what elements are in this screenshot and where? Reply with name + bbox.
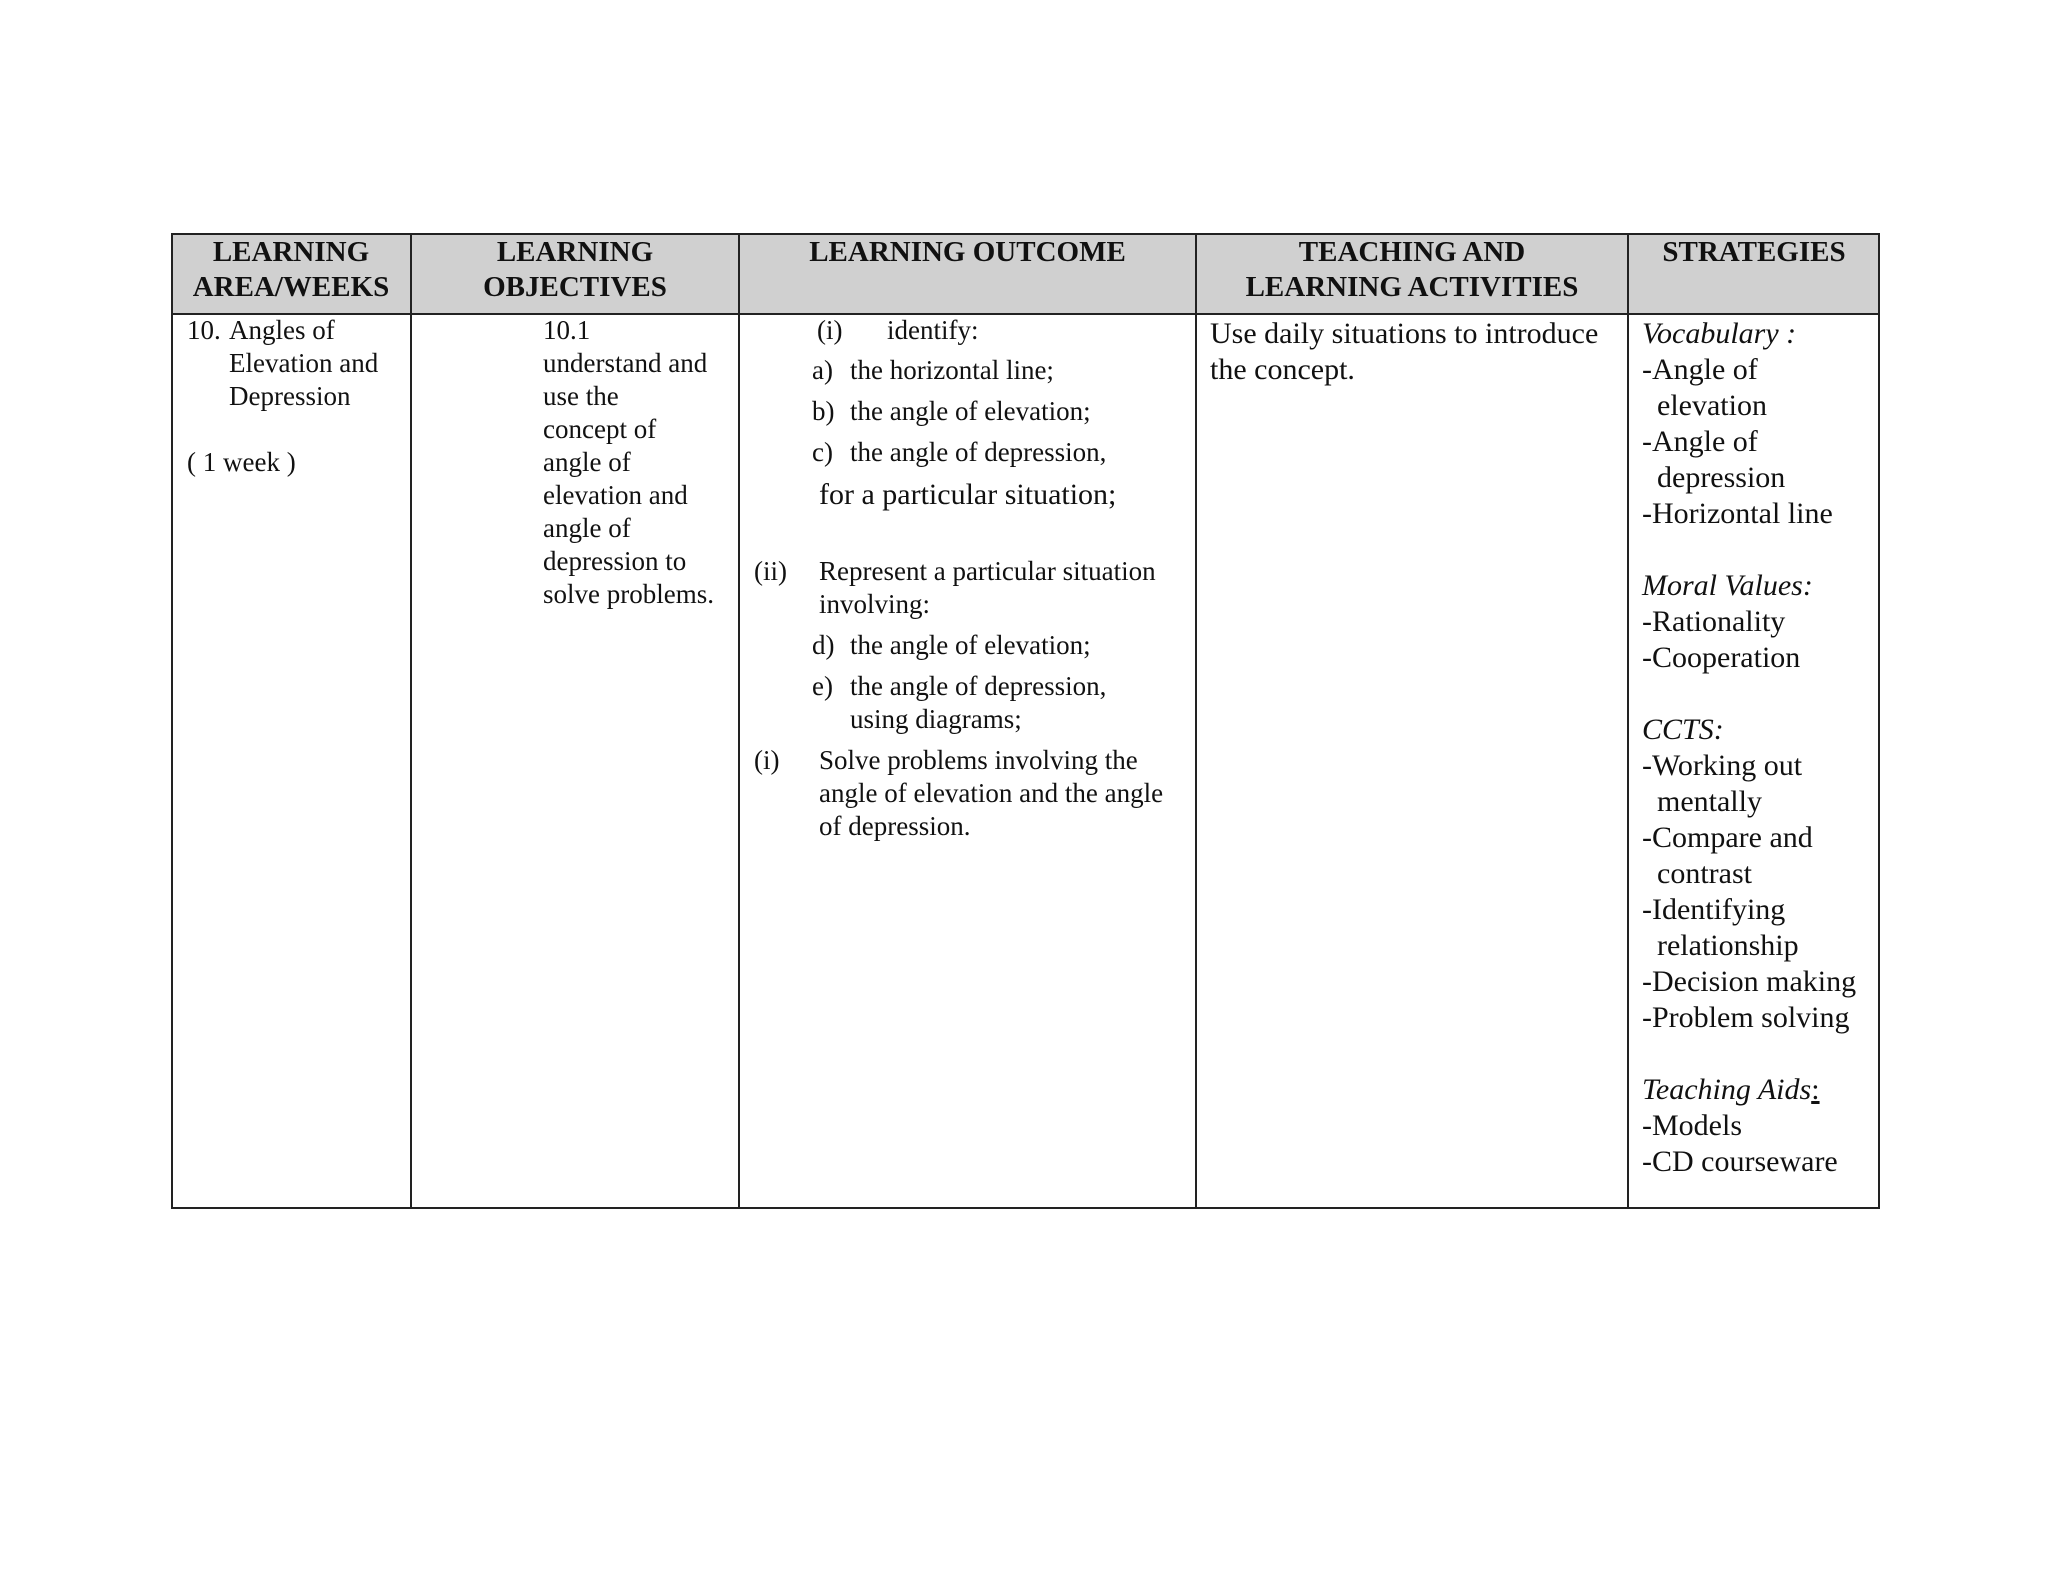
area-line: Elevation and	[229, 348, 379, 378]
strategy-item: -Angle of	[1642, 425, 1758, 458]
table-border-right	[1878, 233, 1880, 1209]
area-line: Depression	[229, 381, 351, 411]
header-strategies	[1628, 233, 1880, 314]
objective-line: use the	[543, 381, 619, 411]
teaching-aids-heading-text: Teaching Aids	[1642, 1073, 1812, 1106]
outcome-list-marker: d)	[812, 630, 835, 660]
moral-values-heading: Moral Values:	[1642, 569, 1813, 602]
header-text: STRATEGIES	[1662, 236, 1846, 268]
header-learning-outcome	[739, 233, 1196, 314]
scheme-of-work-table	[171, 233, 1880, 1209]
objective-line: solve problems.	[543, 579, 714, 609]
header-text: AREA/WEEKS	[192, 271, 390, 303]
outcome-text: involving:	[819, 589, 931, 619]
outcome-marker: (i)	[817, 315, 843, 345]
table-border-bottom	[171, 1207, 1880, 1209]
strategy-item: -Identifying	[1642, 893, 1786, 926]
outcome-marker: (ii)	[754, 556, 787, 586]
outcome-text: Represent a particular situation	[819, 556, 1156, 586]
objective-number: 10.1	[543, 315, 591, 345]
vocabulary-heading: Vocabulary :	[1642, 317, 1797, 350]
teaching-aids-heading	[1642, 1072, 1820, 1108]
strategy-item: elevation	[1657, 389, 1767, 422]
area-number: 10.	[187, 315, 221, 345]
table-border-left	[171, 233, 173, 1209]
objective-line: depression to	[543, 546, 687, 576]
outcome-marker: (i)	[754, 745, 780, 775]
column-divider	[1195, 233, 1197, 1209]
activity-line: Use daily situations to introduce	[1210, 317, 1599, 350]
strategy-item: depression	[1657, 461, 1786, 494]
header-text: TEACHING AND	[1298, 236, 1526, 268]
outcome-text: angle of elevation and the angle	[819, 778, 1164, 808]
column-divider	[410, 233, 412, 1209]
header-text: LEARNING ACTIVITIES	[1245, 271, 1579, 303]
outcome-list-text: the angle of depression,	[850, 437, 1107, 467]
teaching-aids-colon: :	[1811, 1073, 1820, 1106]
objective-line: angle of	[543, 513, 631, 543]
area-line: Angles of	[229, 315, 335, 345]
strategy-item: -Angle of	[1642, 353, 1758, 386]
outcome-list-text: using diagrams;	[850, 704, 1022, 734]
outcome-list-text: the horizontal line;	[850, 355, 1054, 385]
area-duration: ( 1 week )	[187, 447, 296, 477]
outcome-list-text: the angle of elevation;	[850, 630, 1091, 660]
strategy-item: -Compare and	[1642, 821, 1813, 854]
outcome-list-marker: b)	[812, 396, 835, 426]
header-divider	[171, 313, 1880, 315]
outcome-situation: for a particular situation;	[819, 478, 1117, 511]
strategy-item: -Working out	[1642, 749, 1803, 782]
header-text: OBJECTIVES	[483, 271, 667, 303]
outcome-list-marker: e)	[812, 671, 833, 701]
objective-line: concept of	[543, 414, 657, 444]
objective-line: understand and	[543, 348, 708, 378]
header-text: LEARNING	[496, 236, 654, 268]
header-learning-area	[171, 233, 411, 314]
strategy-item: -Decision making	[1642, 965, 1857, 998]
strategy-item: -Horizontal line	[1642, 497, 1833, 530]
outcome-text: identify:	[887, 315, 979, 345]
header-text: LEARNING	[212, 236, 370, 268]
strategy-item: -Cooperation	[1642, 641, 1801, 674]
objective-line: angle of	[543, 447, 631, 477]
outcome-list-text: the angle of elevation;	[850, 396, 1091, 426]
ccts-heading: CCTS:	[1642, 713, 1724, 746]
outcome-text: of depression.	[819, 811, 971, 841]
outcome-list-marker: c)	[812, 437, 833, 467]
outcome-list-text: the angle of depression,	[850, 671, 1107, 701]
strategy-item: -Rationality	[1642, 605, 1786, 638]
objective-line: elevation and	[543, 480, 688, 510]
outcome-list-marker: a)	[812, 355, 833, 385]
strategy-item: -Problem solving	[1642, 1001, 1850, 1034]
strategy-item: contrast	[1657, 857, 1752, 890]
header-text: LEARNING OUTCOME	[809, 236, 1126, 268]
table-border-top	[171, 233, 1880, 235]
strategy-item: relationship	[1657, 929, 1799, 962]
outcome-text: Solve problems involving the	[819, 745, 1138, 775]
strategy-item: -Models	[1642, 1109, 1742, 1142]
header-learning-objectives	[411, 233, 739, 314]
strategy-item: mentally	[1657, 785, 1762, 818]
activity-line: the concept.	[1210, 353, 1355, 386]
column-divider	[1627, 233, 1629, 1209]
column-divider	[738, 233, 740, 1209]
strategy-item: -CD courseware	[1642, 1145, 1838, 1178]
header-teaching-activities	[1196, 233, 1628, 314]
